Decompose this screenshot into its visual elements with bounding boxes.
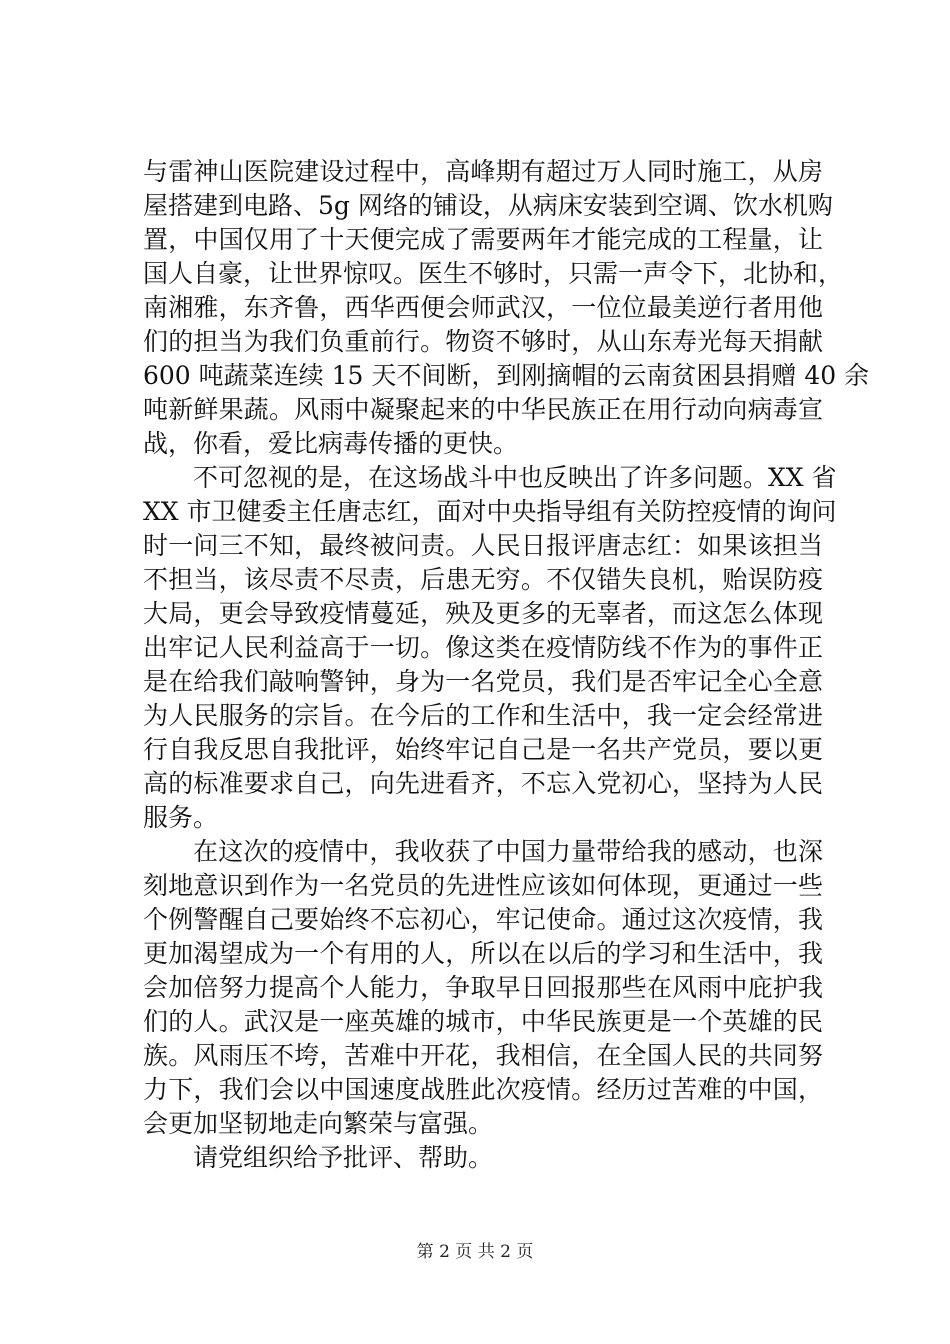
text-line: 服务。	[143, 803, 219, 832]
text-line: 出牢记人民利益高于一切。像这类在疫情防线不作为的事件正	[143, 633, 823, 662]
text-line: 在这次的疫情中，我收获了中国力量带给我的感动，也深	[193, 837, 823, 866]
text-line: 南湘雅，东齐鲁，西华西便会师武汉，一位位最美逆行者用他	[143, 293, 823, 322]
text-line: 国人自豪，让世界惊叹。医生不够时，只需一声令下，北协和，	[143, 259, 844, 288]
text-line: 战，你看，爱比病毒传播的更快。	[143, 429, 519, 458]
text-line: 行自我反思自我批评，始终牢记自己是一名共产党员，要以更	[143, 735, 823, 764]
paragraph	[143, 835, 823, 1141]
text-line: 屋搭建到电路、5g 网络的铺设，从病床安装到空调、饮水机购	[143, 191, 833, 220]
text-line: 高的标准要求自己，向先进看齐，不忘入党初心，坚持为人民	[143, 769, 823, 798]
text-line: 们的担当为我们负重前行。物资不够时，从山东寿光每天捐献	[143, 327, 823, 356]
text-line: 与雷神山医院建设过程中，高峰期有超过万人同时施工，从房	[143, 157, 823, 186]
text-line: 是在给我们敲响警钟，身为一名党员，我们是否牢记全心全意	[143, 667, 823, 696]
text-line: 刻地意识到作为一名党员的先进性应该如何体现，更通过一些	[143, 871, 823, 900]
text-line: 们的人。武汉是一座英雄的城市，中华民族更是一个英雄的民	[143, 1007, 823, 1036]
text-line: 置，中国仅用了十天便完成了需要两年才能完成的工程量，让	[143, 225, 823, 254]
text-line: 不担当，该尽责不尽责，后患无穷。不仅错失良机，贻误防疫	[143, 565, 823, 594]
text-line: 个例警醒自己要始终不忘初心，牢记使命。通过这次疫情，我	[143, 905, 823, 934]
text-line: 大局，更会导致疫情蔓延，殃及更多的无辜者，而这怎么体现	[143, 599, 823, 628]
document-body	[143, 155, 870, 1175]
text-line: 会加倍努力提高个人能力，争取早日回报那些在风雨中庇护我	[143, 973, 823, 1002]
text-line: 更加渴望成为一个有用的人，所以在以后的学习和生活中，我	[143, 939, 823, 968]
text-line: 时一问三不知，最终被问责。人民日报评唐志红：如果该担当	[143, 531, 823, 560]
text-line: 不可忽视的是，在这场战斗中也反映出了许多问题。XX 省	[193, 463, 837, 492]
paragraph	[143, 155, 870, 461]
text-line: 请党组织给予批评、帮助。	[193, 1143, 494, 1172]
text-line: XX 市卫健委主任唐志红，面对中央指导组有关防控疫情的询问	[143, 497, 837, 526]
text-line: 为人民服务的宗旨。在今后的工作和生活中，我一定会经常进	[143, 701, 823, 730]
text-line: 600 吨蔬菜连续 15 天不间断，到刚摘帽的云南贫困县捐赠 40 余	[143, 361, 870, 390]
text-line: 力下，我们会以中国速度战胜此次疫情。经历过苦难的中国，	[143, 1075, 823, 1104]
text-line: 族。风雨压不垮，苦难中开花，我相信，在全国人民的共同努	[143, 1041, 823, 1070]
page-number-label: 第 2 页 共 2 页	[416, 1242, 534, 1262]
paragraph	[143, 1141, 823, 1175]
text-line: 会更加坚韧地走向繁荣与富强。	[143, 1109, 494, 1138]
paragraph	[143, 461, 837, 835]
text-line: 吨新鲜果蔬。风雨中凝聚起来的中华民族正在用行动向病毒宣	[143, 395, 823, 424]
page-footer	[0, 1240, 950, 1264]
